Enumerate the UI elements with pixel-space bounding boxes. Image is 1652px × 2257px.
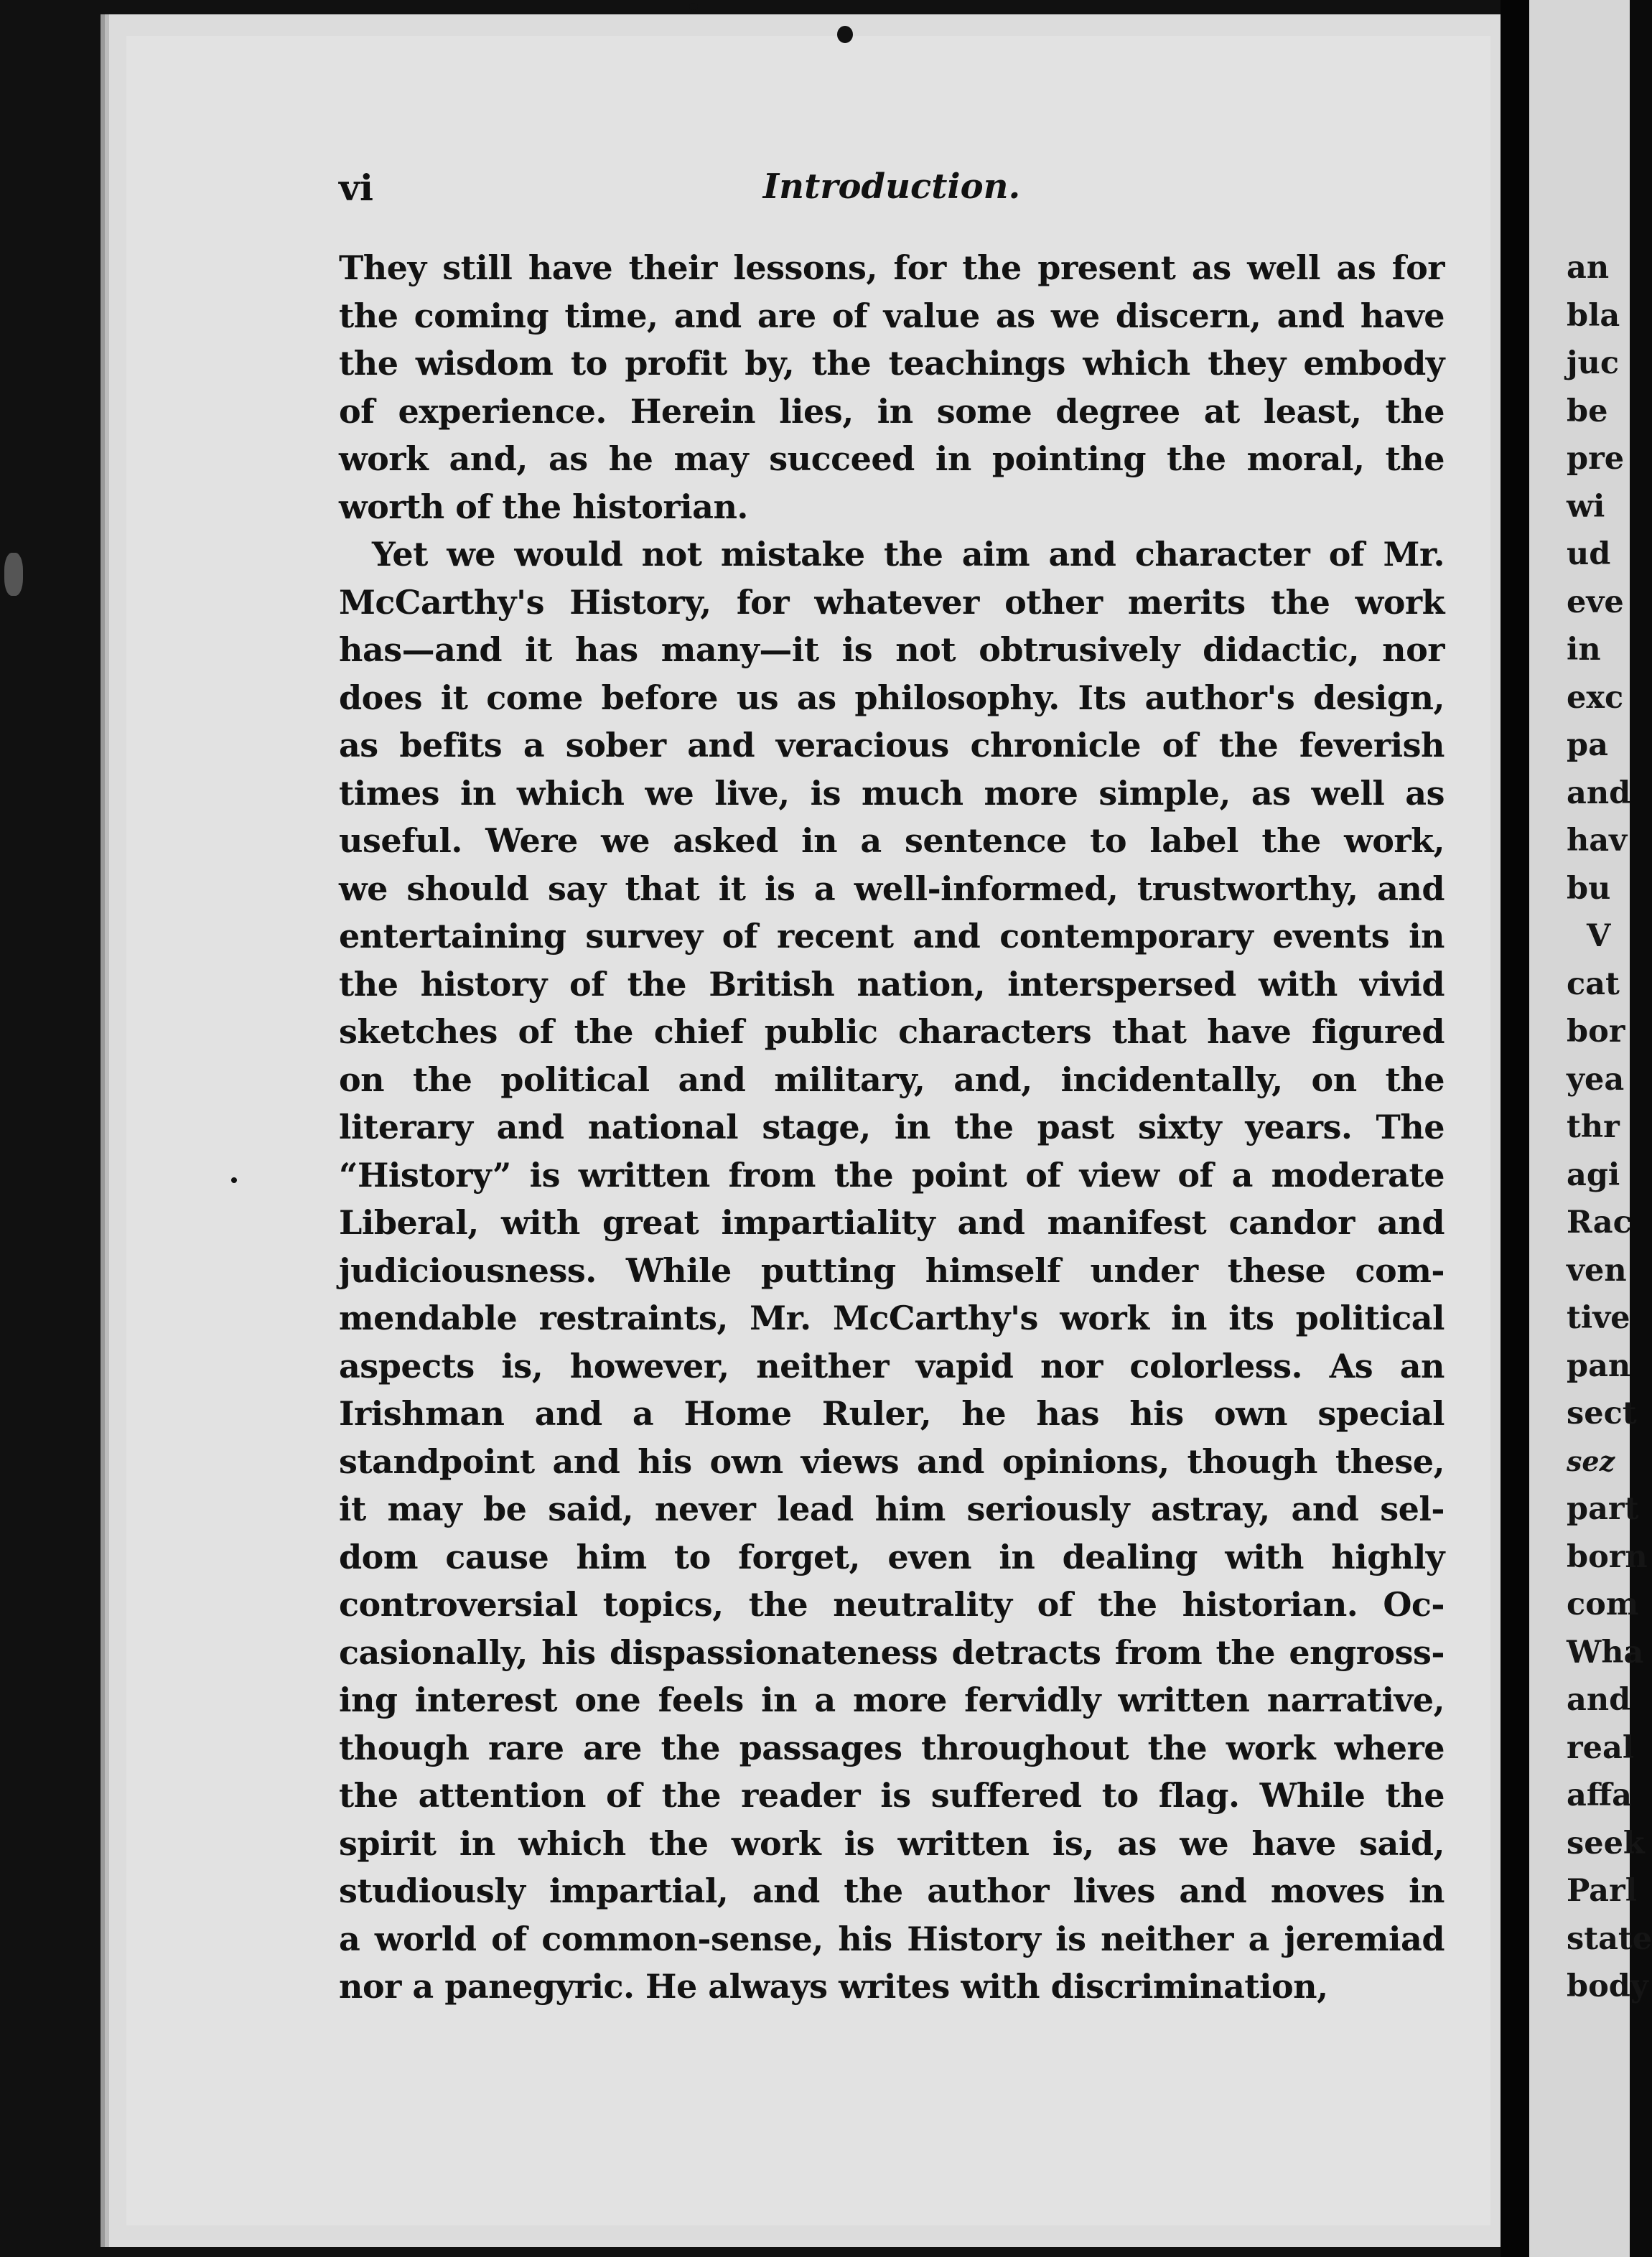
text-line: as befits a sober and veracious chronicle of the feverish	[339, 726, 1445, 765]
text-line: though rare are the passages throughout the work where	[339, 1728, 1445, 1767]
facing-page-line: body	[1567, 1968, 1648, 2004]
facing-page-line: agi	[1567, 1156, 1620, 1193]
facing-page-line: exc	[1567, 679, 1624, 716]
text-line: judiciousness. While putting himself under these com-	[339, 1251, 1445, 1290]
text-line: useful. Were we asked in a sentence to label the work,	[339, 821, 1445, 860]
text-line: spirit in which the work is written is, as we have said,	[339, 1823, 1445, 1863]
facing-page-line: Parl	[1567, 1873, 1638, 1909]
text-line: Yet we would not mistake the aim and character of Mr.	[372, 535, 1445, 574]
facing-page-line: pre	[1567, 441, 1625, 477]
facing-page-line: bla	[1567, 297, 1620, 334]
text-line: McCarthy's History, for whatever other merits the work	[339, 582, 1445, 622]
page-number: vi	[339, 167, 374, 209]
facing-page-line: an	[1567, 250, 1610, 286]
text-line: times in which we live, is much more simple, as well as	[339, 773, 1445, 813]
facing-page-line: wi	[1567, 488, 1605, 525]
facing-page-line: sect	[1567, 1396, 1637, 1431]
facing-page-line: pan	[1567, 1347, 1631, 1384]
body-text	[339, 244, 1445, 2011]
text-line: They still have their lessons, for the present as well as for	[339, 248, 1445, 287]
facing-page-line: yea	[1567, 1061, 1625, 1098]
facing-page-line: Wha	[1567, 1634, 1644, 1670]
text-line: standpoint and his own views and opinions, though these,	[339, 1441, 1445, 1481]
text-line: dom cause him to forget, even in dealing with highly	[339, 1537, 1445, 1576]
ink-speck	[837, 26, 853, 43]
text-line: the coming time, and are of value as we discern, and have	[339, 296, 1445, 335]
facing-page-line: bu	[1567, 870, 1611, 907]
text-line: nor a panegyric. He always writes with discrimination,	[339, 1967, 1328, 2006]
text-line: ing interest one feels in a more fervidly written narrative,	[339, 1681, 1445, 1719]
facing-page-line: born	[1567, 1538, 1648, 1575]
facing-page-line: and	[1567, 775, 1631, 811]
facing-page-line: cat	[1567, 966, 1620, 1002]
text-line: studiously impartial, and the author lives and moves in	[339, 1872, 1445, 1910]
facing-page-line: state	[1567, 1920, 1652, 1957]
text-line: the attention of the reader is suffered to flag. While the	[339, 1776, 1445, 1815]
text-line: aspects is, however, neither vapid nor colorless. As an	[339, 1346, 1445, 1385]
facing-page-line: ven	[1567, 1252, 1627, 1289]
ink-speck	[231, 1177, 237, 1183]
text-line: does it come before us as philosophy. Its author's design,	[339, 678, 1445, 717]
ink-speck	[4, 553, 23, 596]
ink-speck	[689, 3, 698, 10]
text-line: the history of the British nation, interspersed with vivid	[339, 964, 1445, 1004]
text-line: controversial topics, the neutrality of the historian. Oc-	[339, 1585, 1445, 1624]
facing-page-line: be	[1567, 393, 1608, 429]
running-head-title: Introduction.	[762, 167, 1021, 207]
facing-page-line: real	[1567, 1729, 1635, 1766]
facing-page-line: sez	[1567, 1444, 1615, 1477]
facing-page-line: ud	[1567, 536, 1611, 572]
facing-page-line: V	[1587, 918, 1611, 954]
facing-page-line: eve	[1567, 584, 1624, 620]
facing-page-line: com	[1567, 1587, 1639, 1622]
text-line: work and, as he may succeed in pointing the moral, the	[339, 439, 1445, 478]
facing-page-line: tive	[1567, 1300, 1630, 1336]
text-line: entertaining survey of recent and contemporary events in	[339, 917, 1445, 955]
text-line: worth of the historian.	[339, 487, 748, 526]
text-line: it may be said, never lead him seriously astray, and sel-	[339, 1490, 1445, 1528]
text-line: of experience. Herein lies, in some degree at least, the	[339, 391, 1445, 431]
facing-page-line: Rac	[1567, 1205, 1632, 1240]
text-line: a world of common-sense, his History is neither a jeremiad	[339, 1919, 1445, 1958]
running-head	[339, 167, 1445, 217]
text-line: we should say that it is a well-informed, trustworthy, and	[339, 869, 1445, 908]
facing-page-line: in	[1567, 632, 1601, 668]
facing-page-line: bor	[1567, 1014, 1625, 1050]
facing-page-line: hav	[1567, 823, 1628, 859]
text-line: Irishman and a Home Ruler, he has his own special	[339, 1394, 1445, 1433]
text-line: sketches of the chief public characters that have figured	[339, 1012, 1445, 1051]
facing-page-text	[1567, 244, 1652, 2011]
facing-page-line: and	[1567, 1682, 1631, 1718]
facing-page-line: seek	[1567, 1825, 1645, 1861]
text-line: mendable restraints, Mr. McCarthy's work in its political	[339, 1299, 1445, 1337]
facing-page-line: juc	[1567, 345, 1620, 381]
facing-page-line: part	[1567, 1491, 1639, 1527]
facing-page-line: thr	[1567, 1109, 1620, 1145]
text-line: has—and it has many—it is not obtrusively didactic, nor	[339, 630, 1445, 669]
facing-page-edge	[1529, 0, 1652, 2257]
text-line: the wisdom to profit by, the teachings which they embody	[339, 344, 1445, 383]
gutter-shadow	[1501, 0, 1529, 2257]
text-line: literary and national stage, in the past sixty years. The	[339, 1108, 1445, 1146]
text-line: casionally, his dispassionateness detracts from the engross-	[339, 1632, 1445, 1672]
text-line: on the political and military, and, incidentally, on the	[339, 1060, 1445, 1099]
facing-page-line: affa	[1567, 1777, 1633, 1813]
text-line: Liberal, with great impartiality and manifest candor and	[339, 1203, 1445, 1242]
text-line: “History” is written from the point of view of a moderate	[339, 1155, 1445, 1195]
facing-page-line: pa	[1567, 727, 1608, 763]
